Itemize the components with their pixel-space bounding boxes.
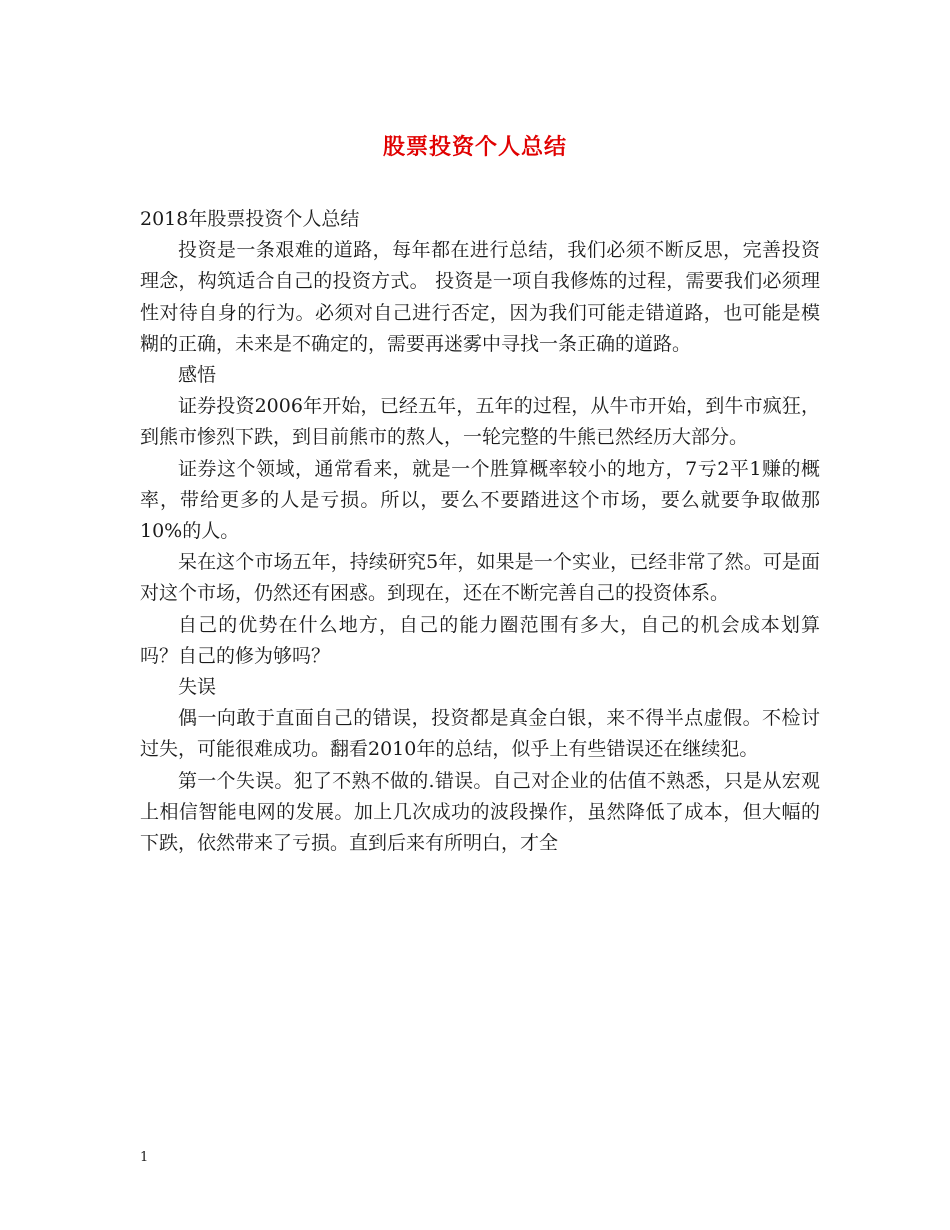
paragraph: 投资是一条艰难的道路，每年都在进行总结，我们必须不断反思，完善投资理念，构筑适合自己的投资方式。 投资是一项自我修炼的过程，需要我们必须理性对待自身的行为。必须对自己进行否定，因为我们可能走错道路，也可能是模糊的正确，未来是不确定的，需要再迷雾中寻找一条正确的道路。: [140, 239, 820, 355]
document-body: [140, 204, 820, 859]
paragraph: 第一个失误。犯了不熟不做的.错误。自己对企业的估值不熟悉，只是从宏观上相信智能电网的发展。加上几次成功的波段操作，虽然降低了成本，但大幅的下跌，依然带来了亏损。直到后来有所明白，才全: [140, 769, 820, 855]
document-title: 股票投资个人总结: [382, 134, 567, 160]
paragraph: 证券这个领域，通常看来，就是一个胜算概率较小的地方，7亏2平1赚的概率，带给更多的人是亏损。所以，要么不要踏进这个市场，要么就要争取做那10%的人。: [140, 457, 820, 543]
paragraph: 呆在这个市场五年，持续研究5年，如果是一个实业，已经非常了然。可是面对这个市场，仍然还有困惑。到现在，还在不断完善自己的投资体系。: [140, 551, 820, 605]
paragraph: 自己的优势在什么地方，自己的能力圈范围有多大，自己的机会成本划算吗？自己的修为够吗？: [140, 613, 820, 667]
section-heading-insight: 感悟: [178, 364, 217, 387]
page-number: 1: [140, 1150, 149, 1165]
paragraph: 2018年股票投资个人总结: [140, 208, 360, 230]
paragraph: 证券投资2006年开始，已经五年，五年的过程，从牛市开始，到牛市疯狂，到熊市惨烈下跌，到目前熊市的熬人，一轮完整的牛熊已然经历大部分。: [140, 395, 820, 449]
section-heading-mistakes: 失误: [178, 676, 217, 699]
paragraph: 偶一向敢于直面自己的错误，投资都是真金白银，来不得半点虚假。不检讨过失，可能很难成功。翻看2010年的总结，似乎上有些错误还在继续犯。: [140, 707, 820, 761]
